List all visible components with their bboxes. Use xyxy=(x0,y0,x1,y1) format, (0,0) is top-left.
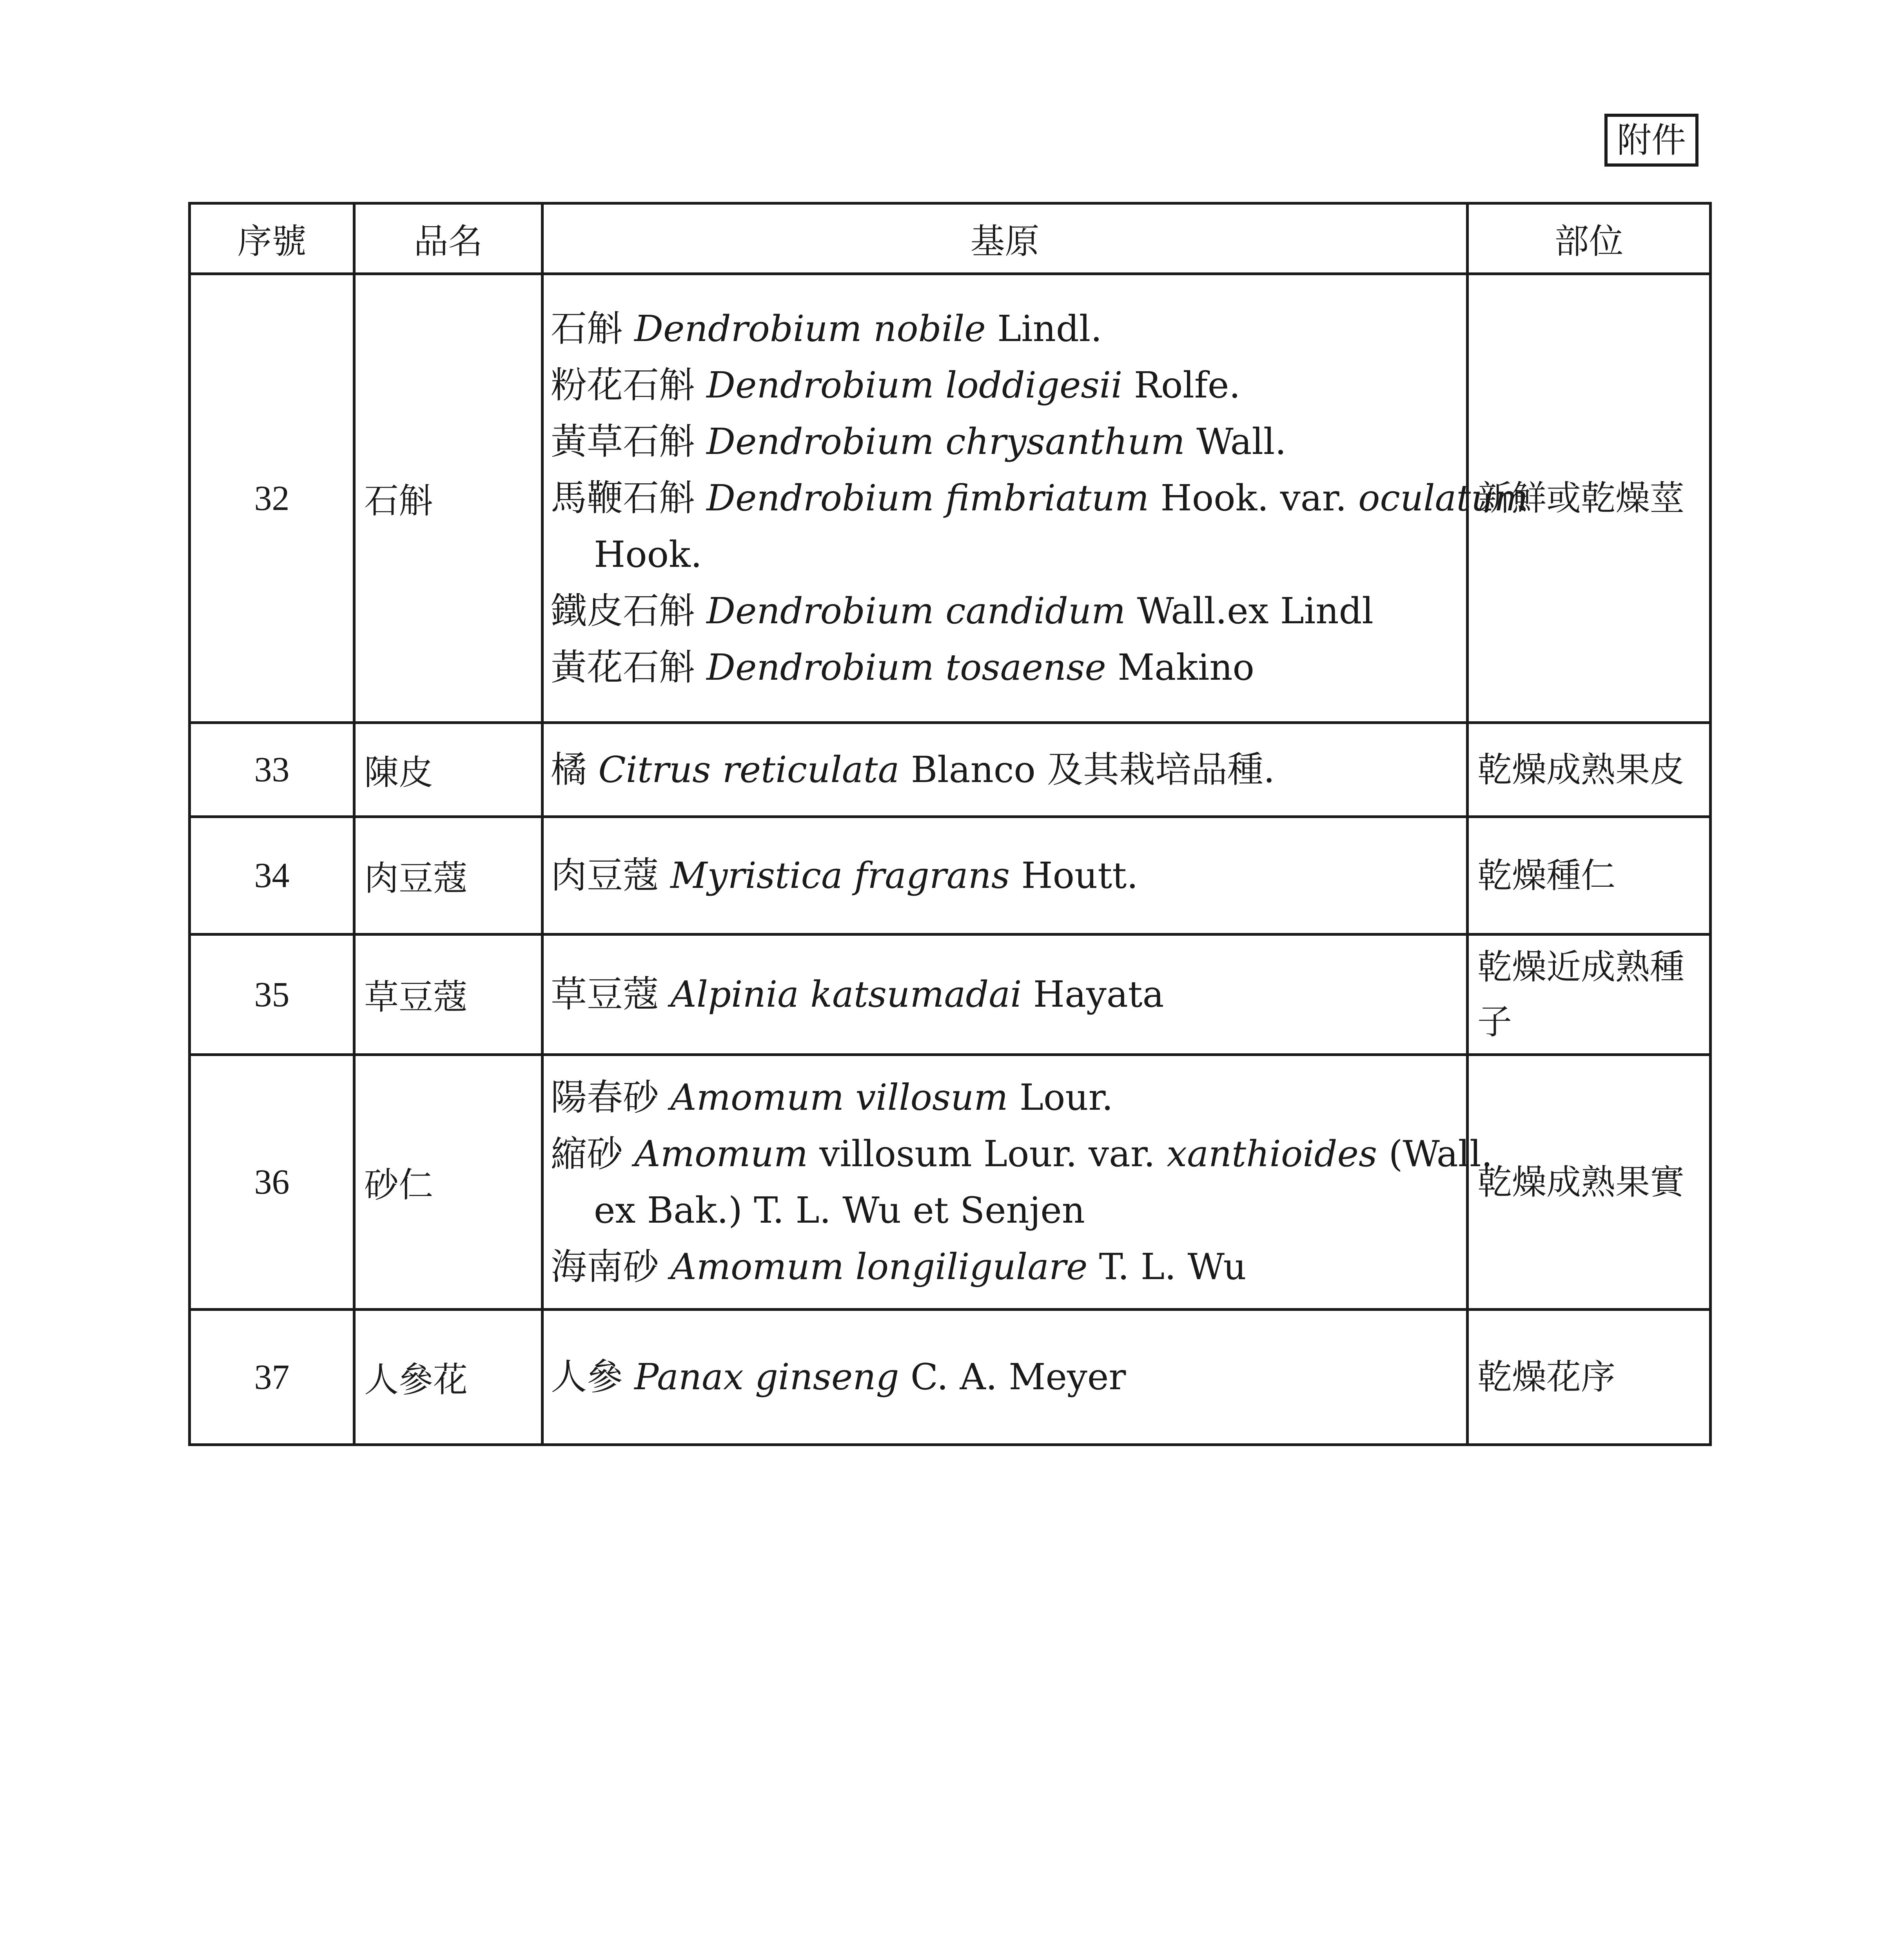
genus-name: Alpinia xyxy=(670,973,799,1015)
source-line xyxy=(551,1126,1493,1182)
species-name: ginseng xyxy=(755,1356,899,1398)
genus-name: Myristica xyxy=(670,854,843,897)
species-name: reticulata xyxy=(722,748,900,791)
table-row xyxy=(190,1055,1711,1310)
source-line xyxy=(551,1349,1466,1405)
botanical-source xyxy=(543,274,1528,723)
header-part: 部位 xyxy=(1468,203,1711,274)
species-name: katsumadai xyxy=(810,973,1022,1015)
table-row xyxy=(190,723,1711,817)
genus-name: Dendrobium xyxy=(634,308,862,350)
source-line xyxy=(551,742,1466,798)
author-citation: T. L. Wu xyxy=(1099,1245,1247,1288)
herb-name: 肉豆蔻 xyxy=(354,817,543,935)
author-citation: Wall.ex Lindl xyxy=(1137,590,1374,632)
botanical-source xyxy=(543,1055,1493,1310)
botanical-source xyxy=(543,935,1468,1055)
variety-name: xanthioides xyxy=(1167,1132,1377,1175)
source-line xyxy=(551,966,1466,1023)
chinese-name: 縮砂 xyxy=(551,1132,623,1175)
species-name: fragrans xyxy=(854,854,1010,897)
author-citation: Makino xyxy=(1118,646,1254,688)
plant-part: 乾燥種仁 xyxy=(1468,817,1711,935)
chinese-name: 草豆蔻 xyxy=(551,973,659,1015)
genus-name: Dendrobium xyxy=(706,646,934,688)
species-name: loddigesii xyxy=(945,364,1123,406)
row-number: 32 xyxy=(190,274,354,723)
chinese-name: 人參 xyxy=(551,1356,623,1398)
source-line xyxy=(551,1069,1466,1126)
table-header-row xyxy=(190,203,1711,274)
continuation-text: Hook. xyxy=(594,534,702,575)
genus-name: Dendrobium xyxy=(706,477,934,519)
botanical-source xyxy=(543,1310,1468,1445)
source-line xyxy=(551,301,1466,357)
genus-name: Dendrobium xyxy=(706,590,934,632)
author-citation: Lour. xyxy=(1019,1076,1113,1118)
species-name: longiligulare xyxy=(855,1245,1088,1288)
author-citation: Houtt. xyxy=(1021,854,1138,897)
source-line xyxy=(551,526,1466,583)
plant-part: 乾燥成熟果實 xyxy=(1468,1055,1711,1310)
author-citation: villosum Lour. var. xyxy=(819,1132,1155,1175)
source-line xyxy=(551,583,1466,639)
variety-name: oculatum xyxy=(1358,477,1528,519)
species-name: chrysanthum xyxy=(945,421,1185,463)
species-name: nobile xyxy=(873,308,986,350)
botanical-source xyxy=(543,723,1468,817)
chinese-name: 海南砂 xyxy=(551,1245,659,1288)
author-citation: Wall. xyxy=(1196,421,1287,463)
chinese-name: 黃花石斛 xyxy=(551,646,695,688)
species-name: candidum xyxy=(945,590,1126,632)
herb-name: 石斛 xyxy=(354,274,543,723)
author-citation: Hook. var. xyxy=(1160,477,1347,519)
attachment-label: 附件 xyxy=(1604,114,1698,167)
chinese-name: 肉豆蔻 xyxy=(551,854,659,897)
botanical-source xyxy=(543,817,1468,935)
source-line xyxy=(551,357,1466,414)
genus-name: Amomum xyxy=(634,1132,808,1175)
source-line xyxy=(551,639,1466,696)
herb-name: 砂仁 xyxy=(354,1055,543,1310)
herb-name: 陳皮 xyxy=(354,723,543,817)
plant-part: 乾燥花序 xyxy=(1468,1310,1711,1445)
author-citation: Lindl. xyxy=(997,308,1102,350)
chinese-name: 橘 xyxy=(551,748,587,791)
source-line xyxy=(551,1239,1466,1295)
chinese-name: 石斛 xyxy=(551,308,623,350)
chinese-name: 黃草石斛 xyxy=(551,421,695,463)
table-row xyxy=(190,935,1711,1055)
citation-tail: (Wall. xyxy=(1388,1132,1493,1175)
table-row xyxy=(190,274,1711,723)
plant-part: 新鮮或乾燥莖 xyxy=(1468,274,1711,723)
genus-name: Panax xyxy=(634,1356,744,1398)
continuation-text: ex Bak.) T. L. Wu et Senjen xyxy=(594,1189,1085,1231)
author-citation: C. A. Meyer xyxy=(910,1356,1126,1398)
row-number: 35 xyxy=(190,935,354,1055)
author-citation: Rolfe. xyxy=(1134,364,1241,406)
genus-name: Citrus xyxy=(598,748,711,791)
plant-part: 乾燥成熟果皮 xyxy=(1468,723,1711,817)
row-number: 37 xyxy=(190,1310,354,1445)
header-source: 基原 xyxy=(543,203,1468,274)
species-name: fimbriatum xyxy=(945,477,1149,519)
row-number: 33 xyxy=(190,723,354,817)
chinese-name: 粉花石斛 xyxy=(551,364,695,406)
herb-name: 人參花 xyxy=(354,1310,543,1445)
genus-name: Dendrobium xyxy=(706,421,934,463)
table-row xyxy=(190,1310,1711,1445)
row-number: 34 xyxy=(190,817,354,935)
genus-name: Amomum xyxy=(670,1245,844,1288)
chinese-name: 鐵皮石斛 xyxy=(551,590,695,632)
source-line xyxy=(551,848,1466,904)
source-line xyxy=(551,1182,1466,1239)
row-number: 36 xyxy=(190,1055,354,1310)
plant-part: 乾燥近成熟種子 xyxy=(1468,935,1711,1055)
author-citation: Hayata xyxy=(1033,973,1164,1015)
source-line xyxy=(551,470,1528,526)
table-row xyxy=(190,817,1711,935)
genus-name: Dendrobium xyxy=(706,364,934,406)
herb-table xyxy=(188,202,1712,1446)
species-name: tosaense xyxy=(945,646,1106,688)
genus-name: Amomum xyxy=(670,1076,844,1118)
herb-name: 草豆蔻 xyxy=(354,935,543,1055)
chinese-name: 馬鞭石斛 xyxy=(551,477,695,519)
header-name: 品名 xyxy=(354,203,543,274)
author-citation: Blanco 及其栽培品種. xyxy=(911,748,1275,791)
header-no: 序號 xyxy=(190,203,354,274)
species-name: villosum xyxy=(855,1076,1008,1118)
chinese-name: 陽春砂 xyxy=(551,1076,659,1118)
source-line xyxy=(551,414,1466,470)
